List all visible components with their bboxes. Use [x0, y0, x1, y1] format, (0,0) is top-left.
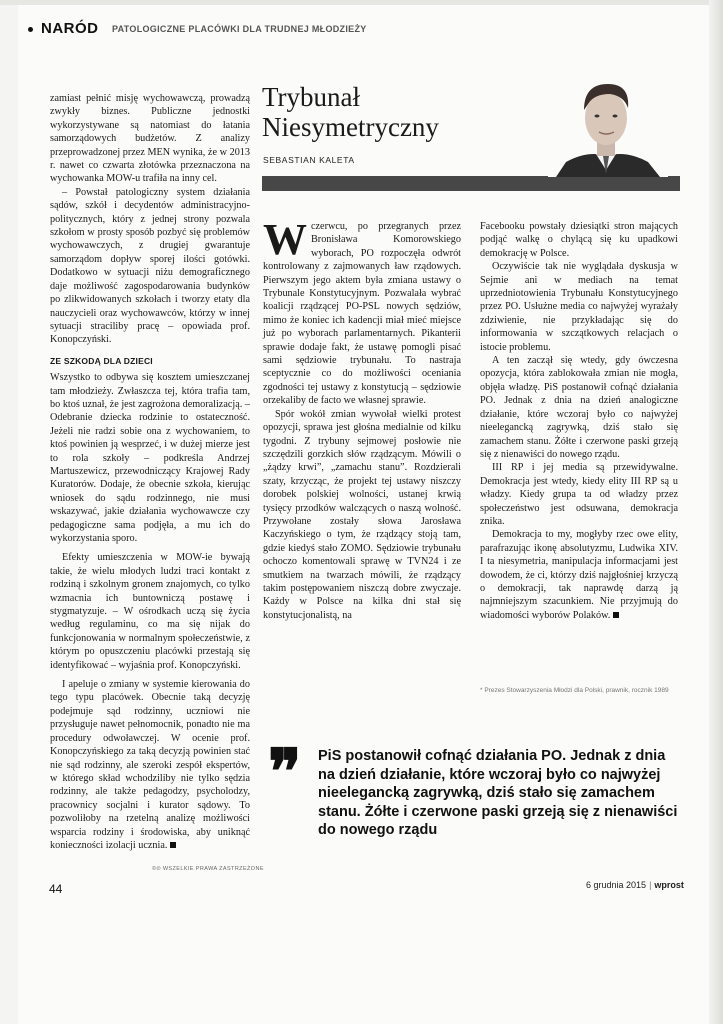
column-body-left [263, 215, 461, 622]
article-paragraph-text: I apeluje o zmiany w systemie kierowania do tego typu placówek. Obecnie taką decyzję podejmuje sąd rodzinny, uczniowi nie przysługuje nawet pełnomocnik, ponadto nie ma procedury odwoławczej. W ocenie prof. Konopczyńskiego za taką decyzją powinien stać nie sąd rodzinny, ale szeroki zespół ekspertów, w którego skład wchodziliby nie tylko sędzia rodzinny, ale także pedagodzy, psycholodzy, pracownicy socjalni i kurator sądowy. To pozwoliłoby na rzetelną analizę możliwości wsparcia rodziny i środowiska, aby uniknąć konieczności izolacji ucznia. [50, 679, 250, 851]
page-number: 44 [49, 882, 63, 896]
end-mark-icon [170, 842, 176, 848]
copyright-notice: ©℗ WSZELKIE PRAWA ZASTRZEŻONE [152, 866, 264, 872]
column-paragraph [480, 528, 678, 622]
article-paragraph: zamiast pełnić misję wychowawczą, prowadzą zwykły biznes. Publiczne jednostki wykorzystywane są natomiast do łatania samorządowych budżetów. Z analizy przeprowadzonej przez MEN wynika, że w 2013 r. nawet co czwarta złotówka przeznaczona na wychowanka MOW-u trafiła na inny cel. [50, 93, 250, 185]
main-article-column [50, 92, 250, 852]
bullet-icon [28, 27, 33, 32]
article-paragraph: – Powstał patologiczny system działania sądów, szkół i decydentów administracyjno-politycznych, który z jednej strony pozwala szkołom w prosty sposób pozbyć się problemów wychowawczych, z drugiej gwarantuje samorządom dopływ sporej ilości gotówki. Dodatkowo w sytuacji niżu demograficznego daje możliwość zagospodarowania budynków po zlikwidowanych szkołach i tworzy etaty dla nauczycieli oraz wychowawców, którzy w innej sytuacji straciliby pracę – opowiada prof. Konopczyński. [50, 186, 250, 346]
article-subhead: ZE SZKODĄ DLA DZIECI [50, 355, 153, 366]
scan-edge-right [709, 0, 723, 1024]
issue-info [586, 880, 684, 890]
column-paragraph-text: czerwcu, po przegranych przez Bronisława Komorowskiego wyborach, PO rozpoczęła odwrót kontrolowany z zajmowanych ław rządowych. Pierwszym jego aktem była zmiana ustawy o Trybunale Konstytucyjnym. Pozwalała wybrać koalicji rządzącej PO-PSL nowych sędziów, mimo że koniec ich kadencji miał mieć miejsce już po wyborach parlamentarnych. Pikanterii sprawie dodaje fakt, że ustawę pomogli pisać sami sędziowie trybunału. To nastraja sceptycznie co do możliwości oceniania zgodności tej ustawy z konstytucją – sędziowie orzekaliby de facto we własnej sprawie. [263, 221, 461, 407]
magazine-name: wprost [654, 880, 684, 890]
author-footnote: * Prezes Stowarzyszenia Młodzi dla Polski, prawnik, rocznik 1989 [480, 687, 669, 694]
column-paragraph: Oczywiście tak nie wyglądała dyskusja w Sejmie ani w mediach na temat uprzedniotowienia Trybunału Konstytucyjnego przez PO. Usłużne media co najwyżej wyrażały zdziwienie, nie przykładając się do informowania w szczątkowych relacjach o istocie problemu. [480, 261, 678, 353]
author-photo [548, 70, 668, 177]
column-paragraph: III RP i jej media są przewidywalne. Demokracja jest wtedy, kiedy elity III RP są u władzy. Kiedy grupa ta od władzy przez społeczeństwo jest odsuwana, demokracja znika. [480, 462, 678, 527]
column-paragraph [263, 215, 461, 408]
column-paragraph-text: Demokracja to my, mogłyby rzec owe elity, parafrazując ikonę absolutyzmu, Ludwika XIV. I ta niesymetria, manipulacja informacjami jest dowodem, że ci, którzy dziś najgłośniej krzyczą o demokracji, tak naprawdę darzą ją najmniejszym szacunkiem. Nie przyjmują do wiadomości wyborów Polaków. [480, 529, 678, 621]
scan-edge-top [0, 0, 723, 5]
section-brand: NARÓD [41, 20, 99, 37]
footer-separator: | [649, 880, 652, 890]
section-title: PATOLOGICZNE PLACÓWKI DLA TRUDNEJ MŁODZIEŻY [112, 24, 367, 34]
column-byline: SEBASTIAN KALETA [263, 155, 355, 165]
article-paragraph [50, 678, 250, 852]
column-paragraph: Facebooku powstały dziesiątki stron mających podjąć walkę o chylącą się ku upadkowi demokrację w Polsce. [480, 221, 678, 259]
page-header [28, 20, 688, 42]
column-paragraph: Spór wokół zmian wywołał wielki protest opozycji, sprawa jest głośna medialnie od kilku tygodni. Z trybuny sejmowej posłowie nie szczędzili gorzkich słów rządzącym. Mówili o „żądzy krwi”, „zamachu stanu”. Rozdzierali szaty, krzycząc, że projekt tej ustawy niszczy dorobek polskiej wolności, ustanej krwią tysięcy przodków walczących o naszą wolność. Przywołane zostały słowa Jarosława Kaczyńskiego o tym, że rządzący stoją tam, gdzie kiedyś stało ZOMO. Sędziowie trybunału ochoczo komentowali sprawę w TVN24 i ze smutkiem na twarzach mówili, że rządzący takim postępowaniem niszczą dobre zwyczaje. Każdy w Polsce na kilka dni stał się konstytucjonalistą, na [263, 408, 461, 621]
column-body-right [480, 220, 678, 622]
drop-cap: W [263, 215, 307, 264]
pull-quote: PiS postanowił cofnąć działania PO. Jednak z dnia na dzień działanie, które wczoraj było co najwyżej nieelegancką zagrywką, dziś stało się zamachem stanu. Żółte i czerwone paski grzeją się z nienawiści do nowego rządu [318, 748, 678, 838]
column-title: Trybunał Niesymetryczny [262, 82, 439, 142]
column-paragraph: A ten zaczął się wtedy, gdy ówczesna opozycja, która zablokowała zmian nie mogła, objęła władzę. PiS postanowił cofnąć działania PO. Jednak z dnia na dzień analogiczne działanie, które wczoraj było co najwyżej nieelegancką zagrywką, dziś stało się zamachem stanu. Żółte i czerwone paski grzeją się z nienawiści do nowego rządu. [480, 355, 678, 460]
quote-mark-icon: ❞ [268, 739, 302, 807]
issue-date: 6 grudnia 2015 [586, 880, 647, 890]
scan-edge-left [0, 0, 18, 1024]
end-mark-icon [613, 612, 619, 618]
article-paragraph: Efekty umieszczenia w MOW-ie bywają takie, że wielu młodych ludzi traci kontakt z rodziną i szkolnym gronem znajomych, co tylko wzmacnia ich buntowniczą postawę i stygmatyzuje. – W ośrodkach uczą się życia według regulaminu, co ma się nijak do funkcjonowania w normalnym społeczeństwie, z którym po opuszczeniu placówki przestają się identyfikować – wyjaśnia prof. Konopczyński. [50, 552, 250, 671]
title-bar [262, 176, 680, 191]
article-paragraph: Wszystko to odbywa się kosztem umieszczanej tam młodzieży. Zwłaszcza tej, która trafia tam, bo ktoś uznał, że jest zagrożona demoralizacją. – Odebranie dziecka rodzinie to ostateczność. Jeżeli nie radzi sobie ona z wychowaniem, to ktoś powinien ją wesprzeć, i w dużej mierze jest to rola szkoły – podkreśla Andrzej Martuszewicz, przewodniczący Krajowej Rady Kuratorów. Dodaje, że obecnie szkoła, kierując wniosek do sądu rodzinnego, nie musi wskazywać, jakie działania wychowawcze czy pedagogiczne sama podjęła, a mu ich do wykorzystania sporo. [50, 372, 250, 544]
